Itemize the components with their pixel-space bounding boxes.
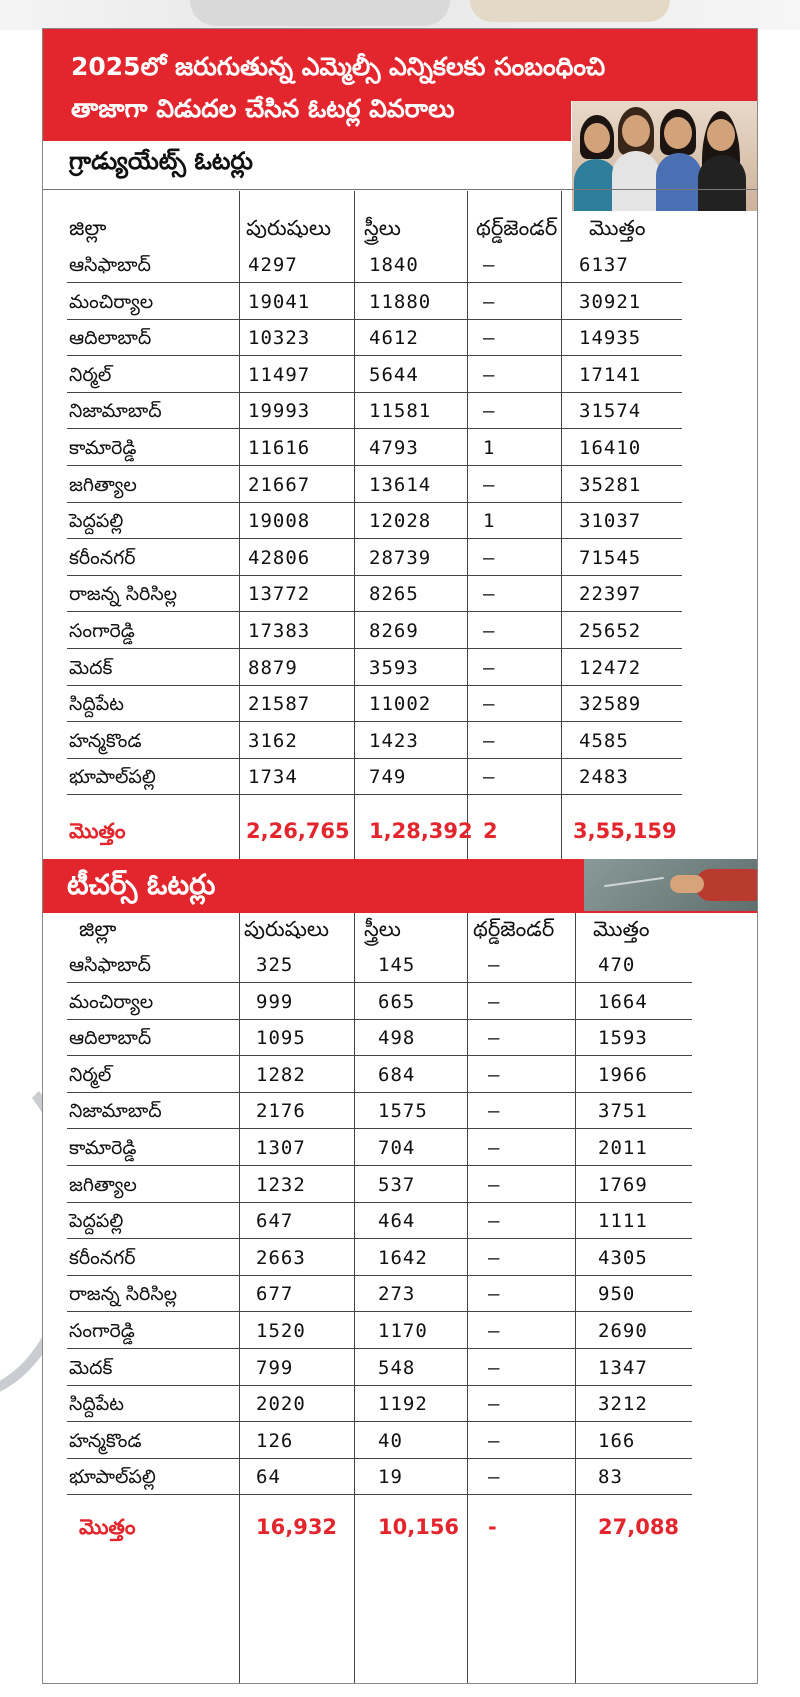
table-row [67,576,707,612]
cell-value: 21587 [248,693,311,716]
cell-value: 799 [256,1356,294,1379]
table-row [67,1423,707,1459]
cell-value: 12028 [369,510,432,533]
cell-value: 470 [598,954,636,976]
cell-value: 16410 [579,437,642,459]
table-row [67,467,707,503]
graduates-heading: గ్రాడ్యుయేట్స్ ఓటర్లు [69,147,253,175]
table-row [67,320,707,356]
total-row [67,813,707,849]
cell-value: 325 [256,954,294,976]
cell-value: 3751 [598,1100,648,1123]
total-value: 27,088 [598,1515,680,1539]
district-name: నిర్మల్ [69,1063,112,1086]
cell-value: 537 [378,1173,416,1196]
cell-value: 464 [378,1210,416,1233]
cell-value: – [488,1246,501,1269]
cell-value: 19008 [248,510,311,533]
cell-value: – [488,1063,501,1086]
total-value: 1,28,392 [369,819,473,843]
cell-value: 1232 [256,1173,306,1196]
column-header: స్త్రీలు [364,917,401,941]
cell-value: 684 [378,1063,416,1086]
cell-value: – [483,656,496,679]
cell-value: 10323 [248,327,311,350]
cell-value: 749 [369,766,407,789]
district-name: కరీంనగర్ [69,1246,136,1269]
cell-value: 999 [256,990,294,1013]
table-row [67,1130,707,1166]
cell-value: 1170 [378,1320,428,1342]
district-name: సిద్దిపేట [69,693,124,716]
cell-value: – [483,620,496,642]
cell-value: 3212 [598,1393,648,1416]
cell-value: 1307 [256,1137,306,1159]
cell-value: 1192 [378,1393,428,1416]
cell-value: 42806 [248,546,311,569]
table-row [67,284,707,320]
table-row [67,1057,707,1093]
cell-value: – [483,363,496,386]
cell-value: 1347 [598,1356,648,1379]
district-name: మెదక్ [69,1356,113,1379]
district-name: జగిత్యాల [69,1173,137,1196]
cell-value: 1642 [378,1246,428,1269]
cell-value: – [483,400,496,423]
top-photo-shape [190,0,450,26]
column-header: థర్డ్‌జెండర్ [476,216,558,240]
cell-value: 64 [256,1466,281,1489]
district-name: పెద్దపల్లి [69,1210,124,1233]
cell-value: – [483,327,496,350]
cell-value: 1664 [598,990,648,1013]
cell-value: 4612 [369,327,419,350]
table-row [67,247,707,283]
table-row [67,650,707,686]
table-row [67,759,707,795]
cell-value: 2483 [579,766,629,789]
cell-value: – [483,473,496,496]
total-value: 2,26,765 [246,819,350,843]
total-value: 2 [483,819,498,843]
title-line-1: 2025లో జరుగుతున్న ఎమ్మెల్సీ ఎన్నికలకు సంబంధించి [71,52,606,81]
cell-value: – [488,1210,501,1233]
total-row [67,1509,707,1545]
teachers-heading: టీచర్స్ ఓటర్లు [67,868,216,901]
cell-value: 1282 [256,1063,306,1086]
table-row [67,1020,707,1056]
cell-value: 5644 [369,363,419,386]
cell-value: 647 [256,1210,294,1233]
district-name: హన్మకొండ [69,729,142,752]
cell-value: – [483,290,496,313]
cell-value: 40 [378,1429,403,1452]
cell-value: 166 [598,1429,636,1452]
cell-value: 1 [483,437,496,459]
total-label: మొత్తం [79,1515,136,1539]
column-header: థర్డ్‌జెండర్ [473,917,555,941]
table-row [67,1093,707,1129]
cell-value: 1423 [369,729,419,752]
cell-value: 19 [378,1466,403,1489]
cell-value: – [488,1283,501,1306]
cell-value: – [483,254,496,276]
cell-value: 71545 [579,546,642,569]
cell-value: 4297 [248,254,298,276]
cell-value: 11581 [369,400,432,423]
district-name: పెద్దపల్లి [69,510,124,533]
district-name: భూపాల్‌పల్లి [69,766,156,789]
cell-value: 31574 [579,400,642,423]
cell-value: 1769 [598,1173,648,1196]
cell-value: – [488,1429,501,1452]
cell-value: 4793 [369,437,419,459]
cell-value: 1095 [256,1027,306,1050]
table-row [67,1313,707,1349]
district-name: కామారెడ్డి [69,437,137,459]
voter-info-card [42,28,758,1684]
cell-value: – [488,1027,501,1050]
cell-value: 665 [378,990,416,1013]
table-row [67,947,707,983]
district-name: రాజన్న సిరిసిల్ల [69,1283,178,1306]
column-header: జిల్లా [69,216,107,240]
district-name: ఆదిలాబాద్ [69,327,152,350]
cell-value: 13772 [248,583,311,606]
district-name: ఆసిఫాబాద్ [69,254,151,276]
column-header: మొత్తం [589,216,646,240]
total-value: 16,932 [256,1515,338,1539]
district-name: కామారెడ్డి [69,1137,137,1159]
table-row [67,1386,707,1422]
cell-value: 1 [483,510,496,533]
district-name: ఆదిలాబాద్ [69,1027,152,1050]
cell-value: – [488,1173,501,1196]
cell-value: – [488,990,501,1013]
cell-value: – [483,693,496,716]
cell-value: 8265 [369,583,419,606]
cell-value: 145 [378,954,416,976]
table-row [67,1167,707,1203]
divider [43,189,757,190]
top-photo-shape [470,0,670,22]
cell-value: – [483,546,496,569]
table-row [67,723,707,759]
cell-value: 17141 [579,363,642,386]
cell-value: 4305 [598,1246,648,1269]
table-row [67,503,707,539]
cell-value: 11880 [369,290,432,313]
total-value: 10,156 [378,1515,460,1539]
cell-value: 2663 [256,1246,306,1269]
cell-value: 3593 [369,656,419,679]
cell-value: – [488,1356,501,1379]
title-line-2: తాజాగా విడుదల చేసిన ఓటర్ల వివరాలు [71,94,455,123]
cell-value: 1593 [598,1027,648,1050]
cell-value: 1520 [256,1320,306,1342]
table-row [67,393,707,429]
district-name: రాజన్న సిరిసిల్ల [69,583,178,606]
district-name: ఆసిఫాబాద్ [69,954,151,976]
district-name: నిజామాబాద్ [69,400,162,423]
cell-value: – [488,1137,501,1159]
table-row [67,686,707,722]
cell-value: 126 [256,1429,294,1452]
cell-value: – [488,1320,501,1342]
column-header: స్త్రీలు [364,216,401,240]
district-name: జగిత్యాల [69,473,137,496]
cell-value: 8269 [369,620,419,642]
district-name: నిర్మల్ [69,363,112,386]
district-name: మంచిర్యాల [69,990,154,1013]
cell-value: 22397 [579,583,642,606]
table-row [67,357,707,393]
top-photo-strip [0,0,800,30]
total-label: మొత్తం [69,819,126,843]
cell-value: – [483,766,496,789]
table-row [67,984,707,1020]
column-header: జిల్లా [79,917,117,941]
cell-value: 17383 [248,620,311,642]
table-row [67,1276,707,1312]
table-row [67,613,707,649]
cell-value: 13614 [369,473,432,496]
cell-value: 1111 [598,1210,648,1233]
total-value: - [488,1515,497,1539]
district-name: సిద్దిపేట [69,1393,124,1416]
cell-value: – [483,583,496,606]
cell-value: 19993 [248,400,311,423]
table-row [67,1240,707,1276]
cell-value: 1734 [248,766,298,789]
cell-value: 1575 [378,1100,428,1123]
cell-value: – [488,1100,501,1123]
cell-value: 273 [378,1283,416,1306]
cell-value: 19041 [248,290,311,313]
cell-value: – [483,729,496,752]
district-name: కరీంనగర్ [69,546,136,569]
cell-value: 1840 [369,254,419,276]
cell-value: 2176 [256,1100,306,1123]
district-name: సంగారెడ్డి [69,620,135,642]
table-row [67,1203,707,1239]
cell-value: 35281 [579,473,642,496]
cell-value: 548 [378,1356,416,1379]
column-header: పురుషులు [246,216,332,240]
district-name: మంచిర్యాల [69,290,154,313]
table-row [67,540,707,576]
district-name: సంగారెడ్డి [69,1320,135,1342]
table-row [67,1350,707,1386]
column-header: పురుషులు [244,917,330,941]
cell-value: 11616 [248,437,311,459]
cell-value: 11497 [248,363,311,386]
cell-value: 32589 [579,693,642,716]
district-name: మెదక్ [69,656,113,679]
cell-value: 677 [256,1283,294,1306]
cell-value: 704 [378,1137,416,1159]
cell-value: 3162 [248,729,298,752]
cell-value: 2011 [598,1137,648,1159]
table-row [67,430,707,466]
students-photo [571,101,757,211]
cell-value: 498 [378,1027,416,1050]
cell-value: 11002 [369,693,432,716]
cell-value: 25652 [579,620,642,642]
chalkboard-photo [584,859,757,911]
total-value: 3,55,159 [573,819,677,843]
cell-value: 2020 [256,1393,306,1416]
cell-value: 21667 [248,473,311,496]
cell-value: 6137 [579,254,629,276]
column-header: మొత్తం [593,917,650,941]
table-row [67,1459,707,1495]
cell-value: 30921 [579,290,642,313]
district-name: భూపాల్‌పల్లి [69,1466,156,1489]
district-name: నిజామాబాద్ [69,1100,162,1123]
cell-value: 950 [598,1283,636,1306]
cell-value: 2690 [598,1320,648,1342]
cell-value: 28739 [369,546,432,569]
cell-value: 8879 [248,656,298,679]
cell-value: 31037 [579,510,642,533]
district-name: హన్మకొండ [69,1429,142,1452]
cell-value: – [488,1393,501,1416]
cell-value: 1966 [598,1063,648,1086]
cell-value: – [488,1466,501,1489]
cell-value: – [488,954,501,976]
cell-value: 4585 [579,729,629,752]
cell-value: 12472 [579,656,642,679]
cell-value: 14935 [579,327,642,350]
cell-value: 83 [598,1466,623,1489]
